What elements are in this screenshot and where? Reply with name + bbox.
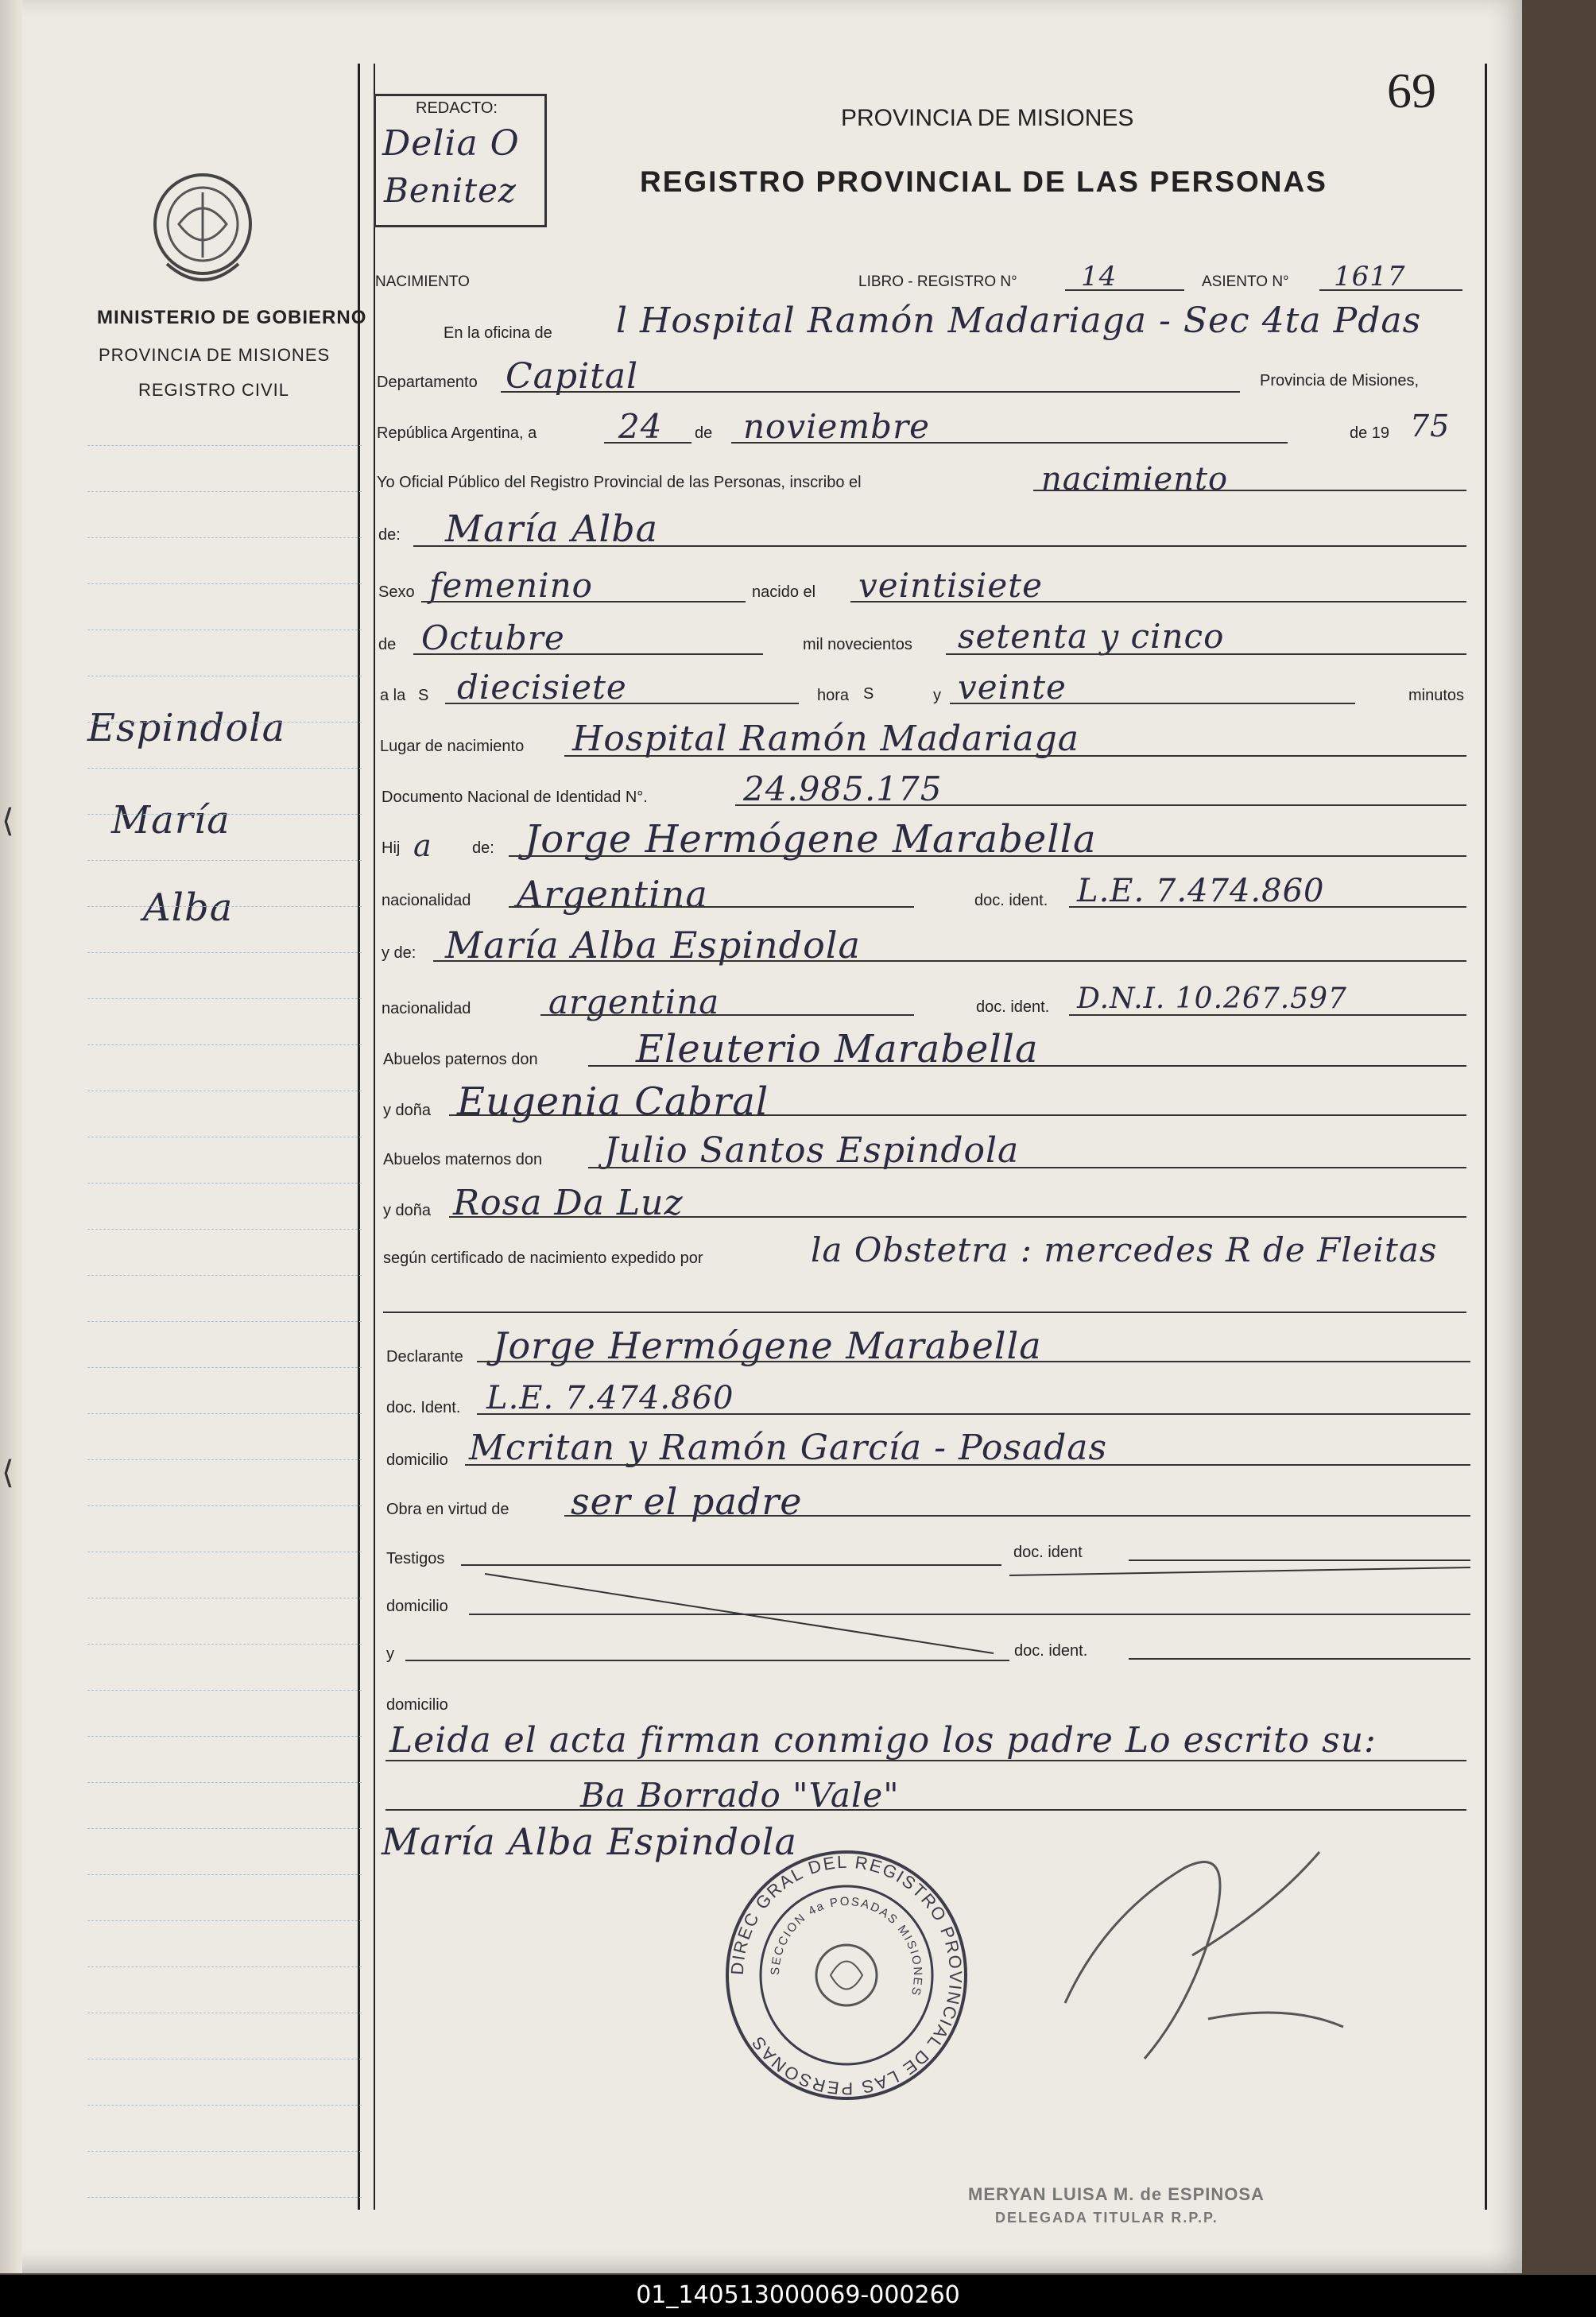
a-las-label: a la (380, 687, 406, 704)
page-fold (0, 0, 22, 2273)
abuela-mat-label: y doña (383, 1202, 432, 1219)
asiento-value: 1617 (1334, 261, 1406, 293)
libro-value: 14 (1081, 261, 1118, 293)
margin-rule-line (87, 1275, 362, 1276)
padre-value: Jorge Hermógene Marabella (525, 817, 1097, 862)
anio-nac-value: setenta y cinco (958, 617, 1225, 656)
binding-mark: ⟨ (2, 804, 14, 839)
madre-nac-value: argentina (548, 982, 720, 1021)
obra-label: Obra en virtud de (386, 1501, 509, 1518)
padre-doc-value: L.E. 7.474.860 (1077, 873, 1325, 909)
margin-rule-line (87, 1644, 362, 1645)
margin-rule-line (87, 906, 362, 907)
delegate-name: MERYAN LUISA M. de ESPINOSA (968, 2184, 1265, 2204)
certificado-value: la Obstetra : mercedes R de Fleitas (811, 1230, 1438, 1269)
seal-inner-text: SECCION 4a POSADAS MISIONES (768, 1894, 925, 1998)
declarante-value: Jorge Hermógene Marabella (493, 1324, 1042, 1367)
testigo-doc-label: doc. ident (1013, 1544, 1083, 1561)
dni-value: 24.985.175 (743, 769, 943, 808)
abuelos-mat-label: Abuelos maternos don (383, 1151, 543, 1168)
margin-surname: Espindola (87, 706, 286, 750)
margin-rule-line (87, 537, 362, 538)
horas-suffix: S (863, 685, 874, 703)
official-signature (1033, 1820, 1367, 2083)
margin-rule-line (87, 1044, 362, 1045)
padre-nac-value: Argentina (517, 873, 708, 916)
margin-rule-line (87, 952, 362, 953)
y2-label: y (386, 1645, 394, 1663)
ministry-registry: REGISTRO CIVIL (138, 380, 290, 400)
delegate-title: DELEGADA TITULAR R.P.P. (995, 2210, 1218, 2226)
margin-rule-line (87, 1413, 362, 1414)
certificado-label: según certificado de nacimiento expedido por (383, 1250, 703, 1267)
coat-of-arms-emblem (143, 169, 262, 296)
declarante-label: Declarante (386, 1348, 463, 1366)
asiento-label: ASIENTO N° (1202, 273, 1289, 290)
a-las-suffix: S (418, 687, 429, 704)
margin-rule-line (87, 1690, 362, 1691)
margin-rule-line (87, 998, 362, 999)
cancel-strokes (374, 1542, 1486, 1701)
margin-second-name: Alba (143, 885, 234, 930)
margin-rule-line (87, 1367, 362, 1368)
dia-value: 24 (618, 407, 663, 446)
svg-text:SECCION 4a POSADAS MISIONES (769, 1895, 924, 1998)
hijo-de-label: de: (472, 839, 494, 857)
registry-title: REGISTRO PROVINCIAL DE LAS PERSONAS (640, 165, 1327, 198)
page-number: 69 (1387, 64, 1436, 118)
oficina-label: En la oficina de (444, 324, 552, 342)
margin-rule-line (87, 860, 362, 861)
margin-rule-line (87, 814, 362, 815)
departamento-label: Departamento (377, 374, 478, 391)
sexo-value: femenino (429, 566, 593, 605)
abuela-pat-label: y doña (383, 1102, 432, 1119)
madre-nac-label: nacionalidad (382, 1000, 471, 1017)
mes-nac-label: de (378, 636, 397, 653)
hijo-label: Hij (382, 839, 401, 857)
margin-rule-line (87, 1828, 362, 1829)
testigos-label: Testigos (386, 1550, 445, 1567)
mother-signature: María Alba Espindola (382, 1820, 797, 1863)
left-border-line-inner (374, 64, 375, 2210)
margin-rule-line (87, 1183, 362, 1184)
nombre-label: de: (378, 526, 401, 544)
lugar-label: Lugar de nacimiento (380, 738, 525, 755)
madre-doc-label: doc. ident. (976, 998, 1050, 1016)
abuelo-pat-value: Eleuterio Marabella (636, 1027, 1039, 1071)
nacimiento-label: NACIMIENTO (375, 273, 470, 290)
anio-value: 75 (1410, 409, 1451, 444)
departamento-value: Capital (506, 356, 639, 397)
seal-outer-text: DIREC GRAL DEL REGISTRO PROVINCIAL DE LAS PERSONAS (726, 1851, 967, 2099)
mes-nac-value: Octubre (421, 618, 565, 657)
margin-rule-line (87, 1321, 362, 1322)
domicilio-label: domicilio (386, 1451, 448, 1469)
y-minutos-label: y (933, 687, 941, 704)
margin-rule-line (87, 1920, 362, 1921)
de-label: de (695, 424, 713, 442)
redacto-surname: Benitez (384, 171, 517, 210)
minutos-value: veinte (958, 668, 1067, 707)
sexo-label: Sexo (378, 583, 415, 601)
caption-bar (0, 2275, 1596, 2317)
republica-label: República Argentina, a (377, 424, 537, 442)
redacto-label: REDACTO: (416, 99, 498, 117)
hora-value: diecisiete (457, 668, 627, 707)
margin-rule-line (87, 1966, 362, 1967)
margin-first-name: María (111, 798, 230, 843)
anio-label: de 19 (1350, 424, 1390, 442)
abuelo-mat-value: Julio Santos Espindola (604, 1130, 1020, 1171)
decl-doc-label: doc. Ident. (386, 1399, 461, 1416)
nacido-value: veintisiete (858, 566, 1043, 605)
margin-rule-line (87, 1736, 362, 1737)
ministry-province: PROVINCIA DE MISIONES (99, 345, 331, 365)
registry-seal (719, 1844, 974, 2106)
domicilio-value: Mcritan y Ramón García - Posadas (469, 1428, 1108, 1468)
margin-rule-line (87, 722, 362, 723)
obra-value: ser el padre (571, 1480, 803, 1523)
right-border-line (1485, 64, 1487, 2210)
margin-rule-line (87, 1505, 362, 1506)
provincia-suffix: Provincia de Misiones, (1260, 372, 1420, 389)
decl-doc-value: L.E. 7.474.860 (486, 1380, 734, 1416)
mil-label: mil novecientos (803, 636, 912, 653)
binding-mark: ⟨ (2, 1455, 14, 1490)
margin-rule-line (87, 445, 362, 446)
domicilio2-label: domicilio (386, 1598, 448, 1615)
abuelos-pat-label: Abuelos paternos don (383, 1051, 538, 1068)
margin-rule-line (87, 491, 362, 492)
lugar-value: Hospital Ramón Madariaga (572, 719, 1079, 759)
margin-rule-line (87, 768, 362, 769)
abuela-mat-value: Rosa Da Luz (453, 1183, 684, 1223)
margin-rule-line (87, 2197, 362, 2198)
margin-rule-line (87, 2105, 362, 2106)
oficial-label: Yo Oficial Público del Registro Provincial de las Personas, inscribo el (377, 474, 862, 491)
dni-label: Documento Nacional de Identidad N°. (382, 788, 648, 806)
madre-value: María Alba Espindola (445, 924, 861, 967)
nombre-value: María Alba (445, 507, 659, 550)
hijo-suffix: a (413, 828, 432, 863)
domicilio3-label: domicilio (386, 1696, 448, 1714)
margin-rule-line (87, 2151, 362, 2152)
province-heading: PROVINCIA DE MISIONES (841, 105, 1134, 131)
redacto-name: Delia O (382, 123, 520, 164)
minutos-label: minutos (1408, 687, 1465, 704)
padre-doc-label: doc. ident. (974, 892, 1048, 909)
redacto-stamp (374, 94, 547, 227)
madre-doc-value: D.N.I. 10.267.597 (1077, 982, 1347, 1015)
margin-rule-line (87, 1459, 362, 1460)
testigo2-doc-label: doc. ident. (1014, 1642, 1088, 1660)
margin-rule-line (87, 1229, 362, 1230)
padre-nac-label: nacionalidad (382, 892, 471, 909)
closing-erasure: Ba Borrado "Vale" (580, 1776, 900, 1815)
ministry-name: MINISTERIO DE GOBIERNO (97, 307, 367, 328)
closing-note: Leida el acta firman conmigo los padre Lo escrito su: (389, 1720, 1377, 1761)
oficial-value: nacimiento (1041, 461, 1229, 498)
madre-label: y de: (382, 944, 416, 962)
margin-rule-line (87, 1874, 362, 1875)
oficina-value: l Hospital Ramón Madariaga - Sec 4ta Pdas (616, 300, 1422, 341)
abuela-pat-value: Eugenia Cabral (457, 1079, 769, 1124)
mes-value: noviembre (743, 407, 930, 446)
libro-label: LIBRO - REGISTRO N° (858, 273, 1017, 290)
horas-label: hora (817, 687, 850, 704)
file-caption: 01_140513000069-000260 (636, 2281, 960, 2309)
nacido-label: nacido el (752, 583, 816, 601)
margin-rule-line (87, 1782, 362, 1783)
margin-rule-line (87, 583, 362, 584)
